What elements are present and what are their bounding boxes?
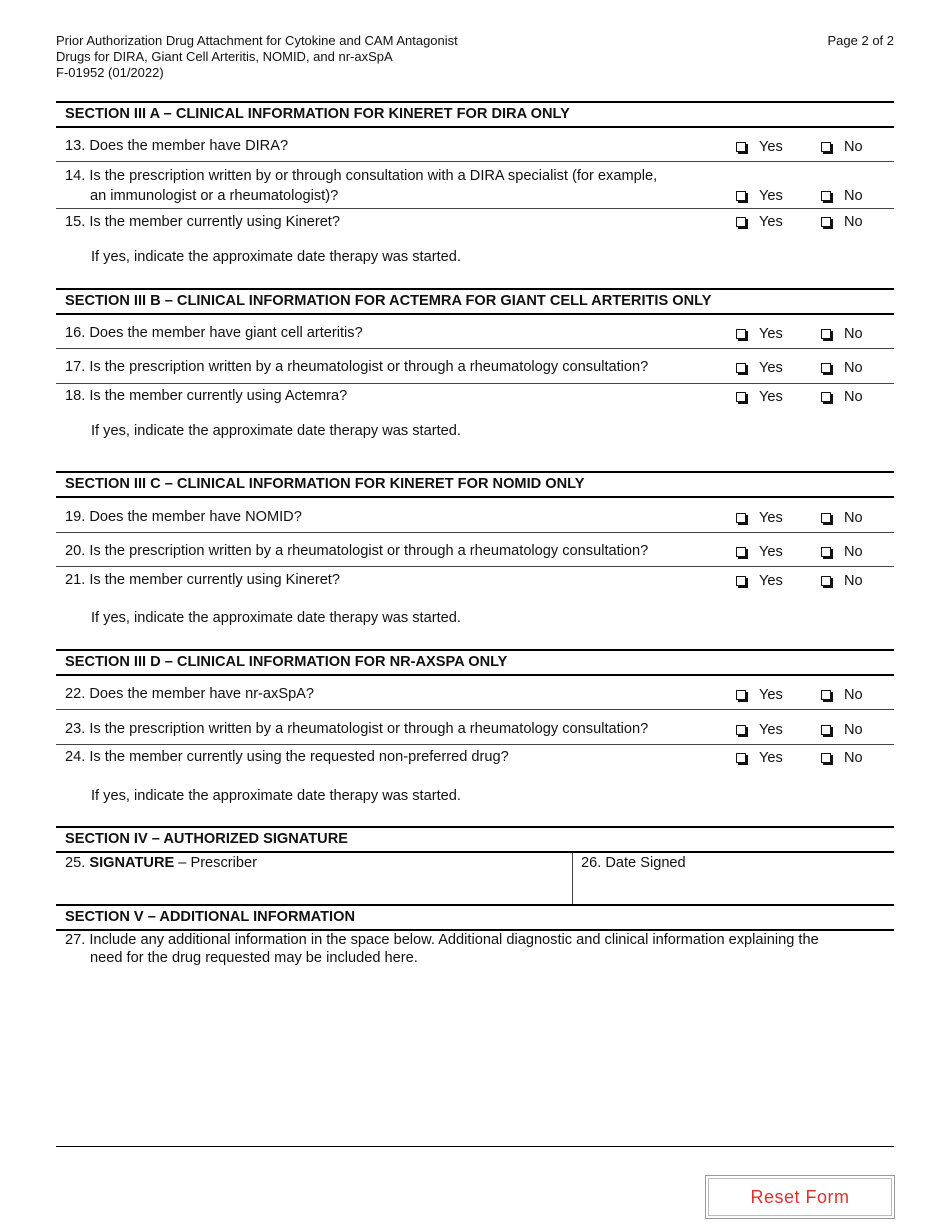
q15-no-checkbox[interactable] (821, 217, 831, 227)
q23-no-option[interactable] (821, 722, 863, 738)
q20-no-option[interactable] (821, 544, 863, 560)
yes-label: Yes (759, 360, 783, 376)
row-divider (56, 208, 894, 209)
q14-no-checkbox[interactable] (821, 191, 831, 201)
yes-label: Yes (759, 326, 783, 342)
question-20: 20. Is the prescription written by a rheumatologist or through a rheumatology consultation? (65, 543, 649, 559)
q15-yes-option[interactable] (736, 214, 783, 230)
signature-label: SIGNATURE (89, 855, 175, 871)
signature-divider (572, 853, 573, 905)
question-27 (65, 931, 885, 967)
yes-label: Yes (759, 687, 783, 703)
question-22: 22. Does the member have nr-axSpA? (65, 686, 315, 702)
q13-yes-option[interactable] (736, 139, 783, 155)
no-label: No (844, 750, 863, 766)
additional-info-textarea[interactable] (56, 968, 894, 1144)
q21-date-prompt[interactable]: If yes, indicate the approximate date therapy was started. (91, 610, 461, 626)
q23-no-checkbox[interactable] (821, 725, 831, 735)
yes-label: Yes (759, 389, 783, 405)
yes-label: Yes (759, 544, 783, 560)
no-label: No (844, 687, 863, 703)
no-label: No (844, 214, 863, 230)
section-v-title: SECTION V – ADDITIONAL INFORMATION (56, 904, 894, 931)
q19-yes-checkbox[interactable] (736, 513, 746, 523)
form-title-line1: Prior Authorization Drug Attachment for Cytokine and CAM Antagonist (56, 33, 458, 48)
q18-no-option[interactable] (821, 389, 863, 405)
no-label: No (844, 188, 863, 204)
row-divider (56, 161, 894, 162)
q16-no-option[interactable] (821, 326, 863, 342)
q18-yes-option[interactable] (736, 389, 783, 405)
q24-no-option[interactable] (821, 750, 863, 766)
q16-yes-option[interactable] (736, 326, 783, 342)
yes-label: Yes (759, 750, 783, 766)
no-label: No (844, 326, 863, 342)
q14-line1: 14. Is the prescription written by or through consultation with a DIRA specialist (for example, (65, 168, 658, 184)
yes-label: Yes (759, 573, 783, 589)
question-15: 15. Is the member currently using Kineret? (65, 214, 340, 230)
q24-date-prompt[interactable]: If yes, indicate the approximate date therapy was started. (91, 788, 461, 804)
row-divider (56, 532, 894, 533)
section-iii-a-title: SECTION III A – CLINICAL INFORMATION FOR KINERET FOR DIRA ONLY (56, 101, 894, 128)
q21-yes-option[interactable] (736, 573, 783, 589)
footer-divider (56, 1146, 894, 1147)
q20-yes-checkbox[interactable] (736, 547, 746, 557)
q19-no-checkbox[interactable] (821, 513, 831, 523)
form-header (56, 33, 458, 81)
q24-yes-option[interactable] (736, 750, 783, 766)
yes-label: Yes (759, 510, 783, 526)
q18-yes-checkbox[interactable] (736, 392, 746, 402)
yes-label: Yes (759, 139, 783, 155)
yes-label: Yes (759, 188, 783, 204)
q13-no-checkbox[interactable] (821, 142, 831, 152)
no-label: No (844, 139, 863, 155)
q22-yes-checkbox[interactable] (736, 690, 746, 700)
no-label: No (844, 360, 863, 376)
q14-yes-option[interactable] (736, 188, 783, 204)
q14-no-option[interactable] (821, 188, 863, 204)
q21-no-option[interactable] (821, 573, 863, 589)
date-signed-field[interactable]: 26. Date Signed (581, 855, 686, 871)
q15-date-prompt[interactable]: If yes, indicate the approximate date therapy was started. (91, 249, 461, 265)
q16-no-checkbox[interactable] (821, 329, 831, 339)
question-14 (65, 166, 715, 206)
q17-no-option[interactable] (821, 360, 863, 376)
question-13: 13. Does the member have DIRA? (65, 138, 289, 154)
signature-field[interactable] (65, 855, 257, 871)
no-label: No (844, 510, 863, 526)
row-divider (56, 348, 894, 349)
section-iii-b-title: SECTION III B – CLINICAL INFORMATION FOR ACTEMRA FOR GIANT CELL ARTERITIS ONLY (56, 288, 894, 315)
question-19: 19. Does the member have NOMID? (65, 509, 302, 525)
q23-yes-checkbox[interactable] (736, 725, 746, 735)
question-16: 16. Does the member have giant cell arteritis? (65, 325, 363, 341)
q22-no-option[interactable] (821, 687, 863, 703)
question-24: 24. Is the member currently using the requested non-preferred drug? (65, 749, 509, 765)
q14-line2: an immunologist or a rheumatologist)? (90, 188, 339, 204)
q16-yes-checkbox[interactable] (736, 329, 746, 339)
row-divider (56, 383, 894, 384)
section-iv-title: SECTION IV – AUTHORIZED SIGNATURE (56, 826, 894, 853)
q22-no-checkbox[interactable] (821, 690, 831, 700)
q18-date-prompt[interactable]: If yes, indicate the approximate date therapy was started. (91, 423, 461, 439)
q22-yes-option[interactable] (736, 687, 783, 703)
q13-no-option[interactable] (821, 139, 863, 155)
q21-yes-checkbox[interactable] (736, 576, 746, 586)
row-divider (56, 709, 894, 710)
section-iii-c-title: SECTION III C – CLINICAL INFORMATION FOR KINERET FOR NOMID ONLY (56, 471, 894, 498)
signature-role: – Prescriber (178, 855, 257, 871)
q27-line1: 27. Include any additional information in the space below. Additional diagnostic and clinical information explaining the (65, 932, 819, 948)
q15-no-option[interactable] (821, 214, 863, 230)
q17-yes-checkbox[interactable] (736, 363, 746, 373)
signature-number: 25. (65, 855, 86, 871)
q17-no-checkbox[interactable] (821, 363, 831, 373)
yes-label: Yes (759, 722, 783, 738)
q20-yes-option[interactable] (736, 544, 783, 560)
q14-yes-checkbox[interactable] (736, 191, 746, 201)
form-title-line2: Drugs for DIRA, Giant Cell Arteritis, NOMID, and nr-axSpA (56, 49, 393, 64)
q15-yes-checkbox[interactable] (736, 217, 746, 227)
q20-no-checkbox[interactable] (821, 547, 831, 557)
question-17: 17. Is the prescription written by a rheumatologist or through a rheumatology consultation? (65, 359, 649, 375)
q27-line2: need for the drug requested may be included here. (90, 950, 418, 966)
question-18: 18. Is the member currently using Actemra? (65, 388, 348, 404)
q24-yes-checkbox[interactable] (736, 753, 746, 763)
q18-no-checkbox[interactable] (821, 392, 831, 402)
q21-no-checkbox[interactable] (821, 576, 831, 586)
q13-yes-checkbox[interactable] (736, 142, 746, 152)
row-divider (56, 744, 894, 745)
q19-yes-option[interactable] (736, 510, 783, 526)
yes-label: Yes (759, 214, 783, 230)
no-label: No (844, 573, 863, 589)
page-number: Page 2 of 2 (827, 33, 894, 48)
question-21: 21. Is the member currently using Kineret? (65, 572, 340, 588)
question-23: 23. Is the prescription written by a rheumatologist or through a rheumatology consultation? (65, 721, 649, 737)
form-number: F-01952 (01/2022) (56, 65, 164, 80)
no-label: No (844, 722, 863, 738)
reset-form-button[interactable]: Reset Form (705, 1175, 895, 1219)
no-label: No (844, 544, 863, 560)
q19-no-option[interactable] (821, 510, 863, 526)
row-divider (56, 566, 894, 567)
no-label: No (844, 389, 863, 405)
q23-yes-option[interactable] (736, 722, 783, 738)
section-iii-d-title: SECTION III D – CLINICAL INFORMATION FOR NR-AXSPA ONLY (56, 649, 894, 676)
q17-yes-option[interactable] (736, 360, 783, 376)
q24-no-checkbox[interactable] (821, 753, 831, 763)
